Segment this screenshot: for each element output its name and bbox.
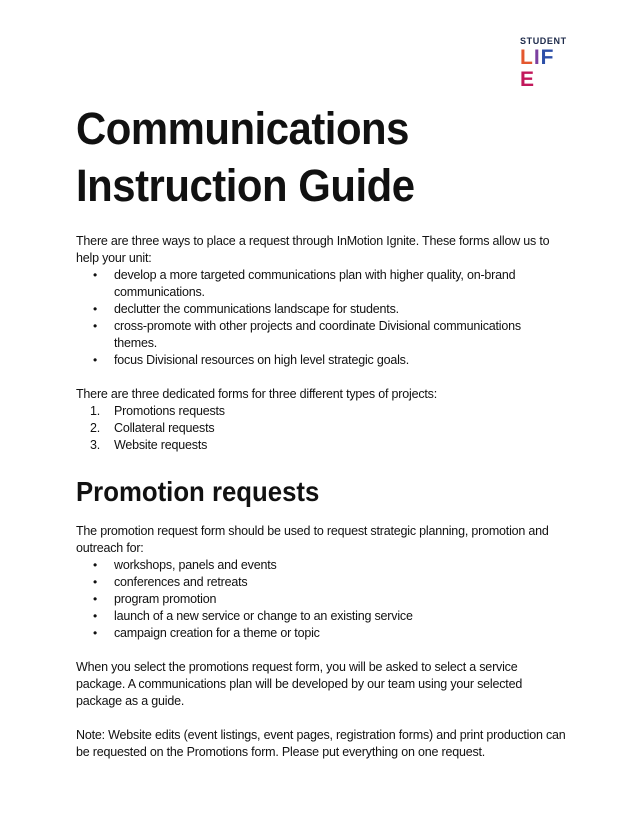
intro-paragraph: There are three ways to place a request through InMotion Ignite. These forms allow us to help your unit: [76,234,550,265]
list-item: • launch of a new service or change to an existing service [76,608,566,625]
list-number: 2. [90,421,101,435]
list-item: • campaign creation for a theme or topic [76,625,566,642]
list-text: Promotions requests [114,404,225,418]
forms-intro-paragraph: There are three dedicated forms for three different types of projects: [76,387,437,401]
list-item [76,403,566,420]
student-life-logo [520,36,567,91]
title-line: Instruction Guide [76,160,415,211]
list-text: Collateral requests [114,421,215,435]
title-line: Communications [76,103,409,154]
list-item: • program promotion [76,591,566,608]
page-title [76,100,577,214]
document-body [76,100,566,761]
note-paragraph: Note: Website edits (event listings, event pages, registration forms) and print production can be requested on the Promotions form. Please put everything on one request. [76,728,566,759]
intro-bullet-list [76,267,566,369]
section-heading: Promotion requests [76,476,320,507]
forms-numbered-list [76,403,566,454]
list-item [76,437,566,454]
section-intro-paragraph: The promotion request form should be used to request strategic planning, promotion and outreach for: [76,524,549,555]
package-paragraph: When you select the promotions request form, you will be asked to select a service package. A communications plan will be developed by our team using your selected package as a guide. [76,660,523,708]
list-number: 3. [90,438,101,452]
list-item: • declutter the communications landscape for students. [76,301,566,318]
logo-letter: L [520,46,534,69]
list-item: • develop a more targeted communications plan with higher quality, on-brand communications. [76,267,566,301]
list-item: • cross-promote with other projects and coordinate Divisional communications themes. [76,318,566,352]
list-text: Website requests [114,438,208,452]
logo-letter: F [540,46,555,69]
list-item: • focus Divisional resources on high level strategic goals. [76,352,566,369]
list-item [76,420,566,437]
section-bullet-list [76,557,566,642]
list-item: • conferences and retreats [76,574,566,591]
logo-top-text: STUDENT [520,36,567,46]
list-item: • workshops, panels and events [76,557,566,574]
list-number: 1. [90,404,101,418]
logo-letter: E [520,68,536,91]
logo-bottom-text [520,47,564,91]
logo-letter: I [533,46,541,69]
